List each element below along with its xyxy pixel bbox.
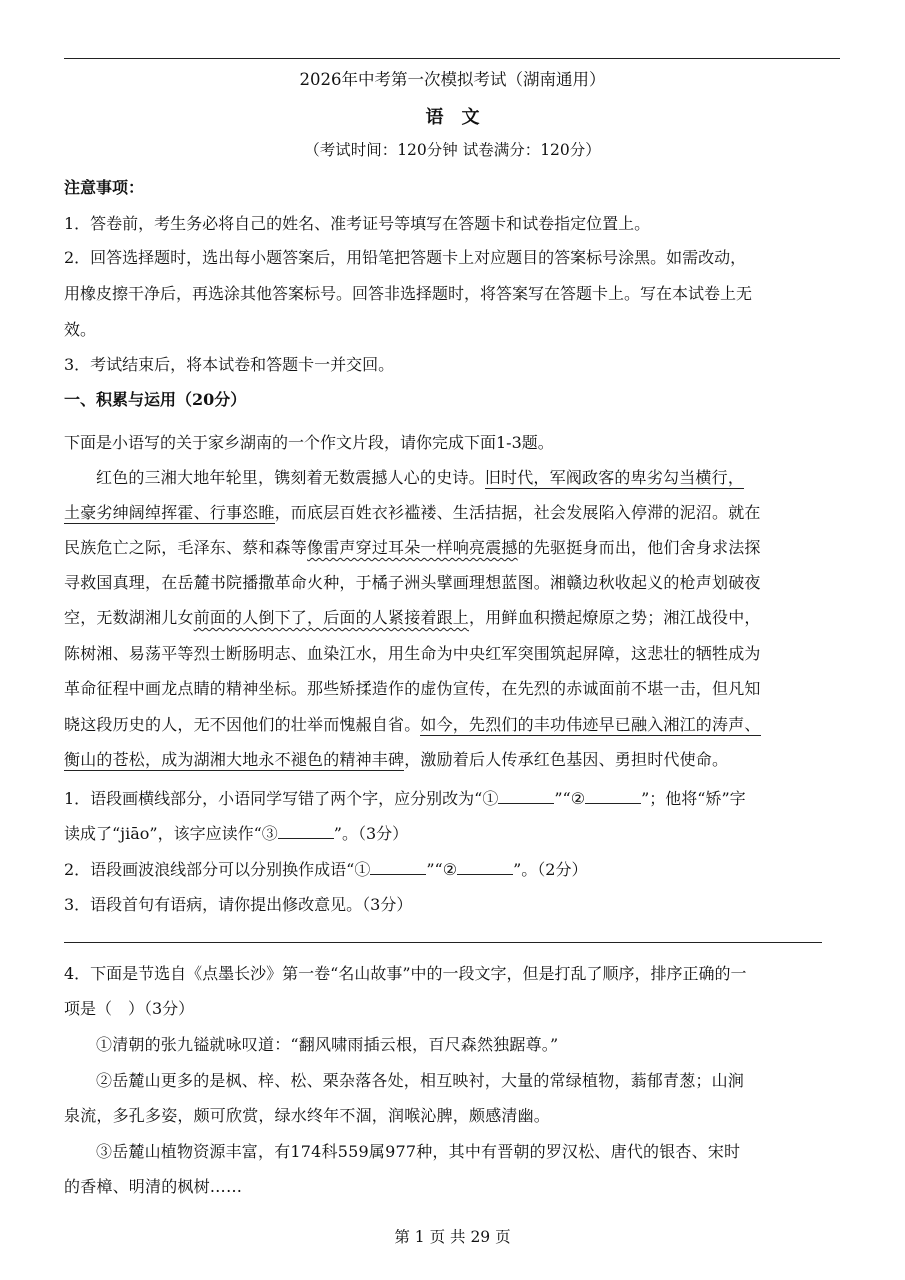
passage-text: ，用鲜血积攒起燎原之势；湘江战役中， bbox=[469, 608, 761, 627]
question-text: 读成了“jiāo”，该字应读作“③ bbox=[64, 824, 278, 843]
exam-info: （考试时间：120分钟 试卷满分：120分） bbox=[304, 141, 601, 159]
question-text: ”“② bbox=[426, 860, 458, 879]
option-2-line-2: 泉流，多孔多姿，颇可欣赏，绿水终年不涸，润喉沁脾，颇感清幽。 bbox=[64, 1106, 551, 1125]
subject-title: 语 文 bbox=[425, 107, 480, 128]
passage-line-6: 陈树湘、易荡平等烈士断肠明志、血染江水，用生命为中央红军突围筑起屏障，这悲壮的牺牲成为 bbox=[64, 644, 761, 663]
passage-line-5 bbox=[64, 605, 840, 628]
question-4-line-1: 4．下面是节选自《点墨长沙》第一卷“名山故事”中的一段文字，但是打乱了顺序，排序正确的一 bbox=[64, 964, 747, 983]
notice-item-2-line-2: 用橡皮擦干净后，再选涂其他答案标号。回答非选择题时，将答案写在答题卡上。写在本试卷上无 bbox=[64, 284, 753, 303]
answer-blank-5[interactable] bbox=[457, 860, 513, 875]
answer-blank-3[interactable] bbox=[278, 824, 334, 839]
question-text: ”。（2分） bbox=[513, 860, 588, 879]
wavy-underlined-text: 前面的人倒下了，后面的人紧接着跟上 bbox=[193, 608, 470, 627]
passage-text: 红色的三湘大地年轮里，镌刻着无数震撼人心的史诗。 bbox=[96, 468, 485, 487]
question-4-line-2: 项是（ ）（3分） bbox=[64, 999, 195, 1018]
passage-line-2 bbox=[64, 500, 840, 523]
passage-text: 的先驱挺身而出，他们舍身求法探 bbox=[517, 538, 761, 557]
passage-text: ，激励着后人传承红色基因、勇担时代使命。 bbox=[404, 750, 729, 769]
notice-item-3: 3．考试结束后，将本试卷和答题卡一并交回。 bbox=[64, 355, 395, 374]
question-text: 1．语段画横线部分，小语同学写错了两个字，应分别改为“① bbox=[64, 789, 499, 808]
option-3-line-2: 的香樟、明清的枫树…… bbox=[64, 1177, 243, 1196]
underlined-text: 旧时代，军阀政客的卑劣勾当横行， bbox=[484, 468, 745, 487]
passage-line-7: 革命征程中画龙点睛的精神坐标。那些矫揉造作的虚伪宣传，在先烈的赤诚面前不堪一击，但凡知 bbox=[64, 679, 761, 698]
answer-blank-1[interactable] bbox=[498, 789, 554, 804]
passage-line-3 bbox=[64, 535, 840, 558]
underlined-text: 土豪劣绅阔绰挥霍、行事恣睢 bbox=[64, 503, 275, 522]
question-text: ”；他将“矫”字 bbox=[641, 789, 746, 808]
question-text: 2．语段画波浪线部分可以分别换作成语“① bbox=[64, 860, 371, 879]
notice-item-1: 1．答卷前，考生务必将自己的姓名、准考证号等填写在答题卡和试卷指定位置上。 bbox=[64, 214, 651, 233]
option-1: ①清朝的张九镒就咏叹道：“翻风啸雨插云根，百尺森然独踞尊。” bbox=[96, 1035, 559, 1054]
notice-item-2-line-1: 2．回答选择题时，选出每小题答案后，用铅笔把答题卡上对应题目的答案标号涂黑。如需改动， bbox=[64, 248, 747, 267]
question-1-line-1 bbox=[64, 786, 840, 809]
option-3-line-1: ③岳麓山植物资源丰富，有174科559属977种，其中有晋朝的罗汉松、唐代的银杏、宋时 bbox=[96, 1142, 741, 1161]
notice-item-2-line-3: 效。 bbox=[64, 320, 97, 339]
passage-text: 民族危亡之际，毛泽东、蔡和森等 bbox=[64, 538, 308, 557]
passage-line-9 bbox=[64, 747, 840, 770]
exam-title: 2026年中考第一次模拟考试（湖南通用） bbox=[299, 70, 606, 89]
answer-blank-2[interactable] bbox=[585, 789, 641, 804]
section-intro: 下面是小语写的关于家乡湖南的一个作文片段，请你完成下面1-3题。 bbox=[64, 433, 554, 452]
passage-line-4: 寻救国真理，在岳麓书院播撒革命火种，于橘子洲头擘画理想蓝图。湘赣边秋收起义的枪声划破夜 bbox=[64, 573, 761, 592]
question-text: ”。（3分） bbox=[333, 824, 409, 843]
passage-text: 空，无数湖湘儿女 bbox=[64, 608, 194, 627]
underlined-text: 如今，先烈们的丰功伟迹早已融入湘江的涛声、 bbox=[420, 715, 761, 734]
notice-heading: 注意事项： bbox=[64, 178, 145, 197]
question-text: ”“② bbox=[554, 789, 586, 808]
passage-line-8 bbox=[64, 712, 840, 735]
underlined-text: 衡山的苍松，成为湖湘大地永不褪色的精神丰碑 bbox=[64, 750, 405, 769]
question-2 bbox=[64, 857, 840, 880]
question-1-line-2 bbox=[64, 821, 840, 844]
passage-text: 晓这段历史的人，无不因他们的壮举而愧赧自省。 bbox=[64, 715, 421, 734]
answer-line[interactable] bbox=[64, 942, 822, 943]
page-number: 第 1 页 共 29 页 bbox=[394, 1228, 511, 1246]
passage-text: ，而底层百姓衣衫褴褛、生活拮据，社会发展陷入停滞的泥沼。就在 bbox=[274, 503, 761, 522]
section-heading: 一、积累与运用（20分） bbox=[64, 390, 247, 409]
wavy-underlined-text: 像雷声穿过耳朵一样响亮震撼 bbox=[307, 538, 518, 557]
answer-blank-4[interactable] bbox=[370, 860, 426, 875]
question-3: 3．语段首句有语病，请你提出修改意见。（3分） bbox=[64, 895, 413, 914]
top-rule bbox=[64, 58, 840, 59]
passage-line-1 bbox=[96, 465, 840, 488]
option-2-line-1: ②岳麓山更多的是枫、梓、松、栗杂落各处，相互映衬，大量的常绿植物，蓊郁青葱；山涧 bbox=[96, 1071, 745, 1090]
